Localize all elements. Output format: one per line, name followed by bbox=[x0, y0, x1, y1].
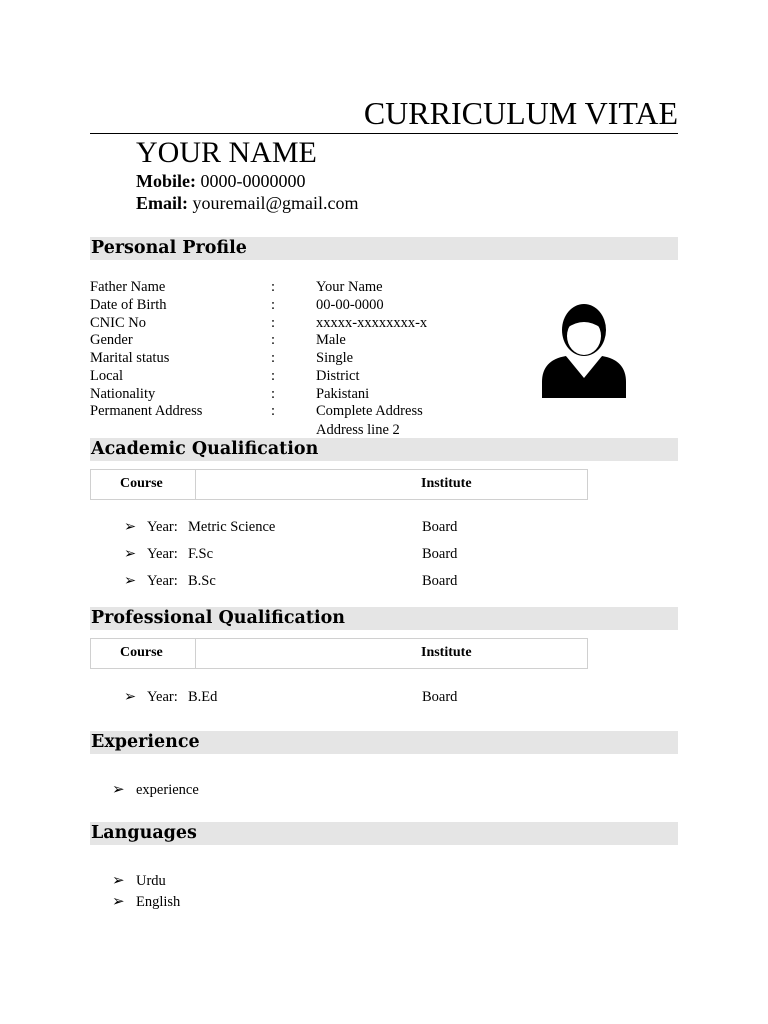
academic-table-header bbox=[90, 469, 588, 500]
profile-value: Address line 2 bbox=[316, 422, 400, 438]
profile-value: Male bbox=[316, 332, 346, 348]
profile-separator: : bbox=[271, 403, 276, 419]
course-column-header: Course bbox=[120, 476, 163, 491]
experience-heading: Experience bbox=[91, 732, 200, 752]
table-divider bbox=[195, 639, 196, 668]
institute-name: Board bbox=[422, 546, 458, 562]
institute-name: Board bbox=[422, 519, 458, 535]
profile-label: Gender bbox=[90, 332, 133, 348]
mobile-line bbox=[136, 170, 306, 192]
arrow-bullet-icon: ➢ bbox=[124, 546, 137, 562]
personal-profile-heading: Personal Profile bbox=[91, 238, 247, 258]
qualification-row bbox=[124, 688, 484, 706]
profile-value: District bbox=[316, 368, 360, 384]
profile-value: Single bbox=[316, 350, 354, 366]
cv-title: CURRICULUM VITAE bbox=[363, 95, 678, 131]
academic-qualification-heading: Academic Qualification bbox=[91, 439, 319, 459]
institute-name: Board bbox=[422, 573, 458, 589]
profile-separator: : bbox=[271, 315, 276, 331]
professional-table-header bbox=[90, 638, 588, 669]
person-avatar-icon bbox=[536, 298, 632, 404]
language-text: English bbox=[136, 894, 181, 910]
arrow-bullet-icon: ➢ bbox=[112, 894, 125, 910]
profile-value: Your Name bbox=[316, 279, 383, 295]
profile-value: xxxxx-xxxxxxxx-x bbox=[316, 315, 428, 331]
course-name: Metric Science bbox=[188, 519, 276, 535]
course-name: B.Ed bbox=[188, 689, 218, 705]
experience-text: experience bbox=[136, 782, 199, 798]
year-label: Year: bbox=[147, 546, 178, 562]
profile-separator: : bbox=[271, 368, 276, 384]
profile-separator: : bbox=[271, 350, 276, 366]
email-label: Email: bbox=[136, 193, 188, 213]
arrow-bullet-icon: ➢ bbox=[124, 689, 137, 705]
profile-value: 00-00-0000 bbox=[316, 297, 384, 313]
profile-label: Permanent Address bbox=[90, 403, 203, 419]
title-rule bbox=[90, 133, 678, 134]
profile-separator: : bbox=[271, 386, 276, 402]
arrow-bullet-icon: ➢ bbox=[112, 782, 125, 798]
profile-label: Nationality bbox=[90, 386, 156, 402]
mobile-value: 0000-0000000 bbox=[200, 171, 306, 191]
institute-name: Board bbox=[422, 689, 458, 705]
qualification-row bbox=[124, 518, 484, 536]
table-divider bbox=[195, 470, 196, 499]
course-name: B.Sc bbox=[188, 573, 216, 589]
mobile-label: Mobile: bbox=[136, 171, 196, 191]
arrow-bullet-icon: ➢ bbox=[124, 573, 137, 589]
profile-value: Pakistani bbox=[316, 386, 370, 402]
profile-separator: : bbox=[271, 332, 276, 348]
course-name: F.Sc bbox=[188, 546, 214, 562]
profile-separator: : bbox=[271, 297, 276, 313]
profile-value: Complete Address bbox=[316, 403, 423, 419]
profile-label: CNIC No bbox=[90, 315, 146, 331]
your-name: YOUR NAME bbox=[136, 136, 317, 169]
year-label: Year: bbox=[147, 519, 178, 535]
languages-heading: Languages bbox=[91, 823, 197, 843]
profile-label: Date of Birth bbox=[90, 297, 167, 313]
professional-qualification-heading: Professional Qualification bbox=[91, 608, 345, 628]
institute-column-header: Institute bbox=[421, 645, 472, 660]
profile-label: Father Name bbox=[90, 279, 166, 295]
profile-label: Marital status bbox=[90, 350, 170, 366]
profile-label: Local bbox=[90, 368, 124, 384]
arrow-bullet-icon: ➢ bbox=[124, 519, 137, 535]
email-line bbox=[136, 192, 359, 214]
arrow-bullet-icon: ➢ bbox=[112, 873, 125, 889]
profile-separator: : bbox=[271, 279, 276, 295]
qualification-row bbox=[124, 572, 484, 590]
year-label: Year: bbox=[147, 689, 178, 705]
course-column-header: Course bbox=[120, 645, 163, 660]
year-label: Year: bbox=[147, 573, 178, 589]
qualification-row bbox=[124, 545, 484, 563]
institute-column-header: Institute bbox=[421, 476, 472, 491]
language-text: Urdu bbox=[136, 873, 166, 889]
email-value: youremail@gmail.com bbox=[192, 193, 359, 213]
